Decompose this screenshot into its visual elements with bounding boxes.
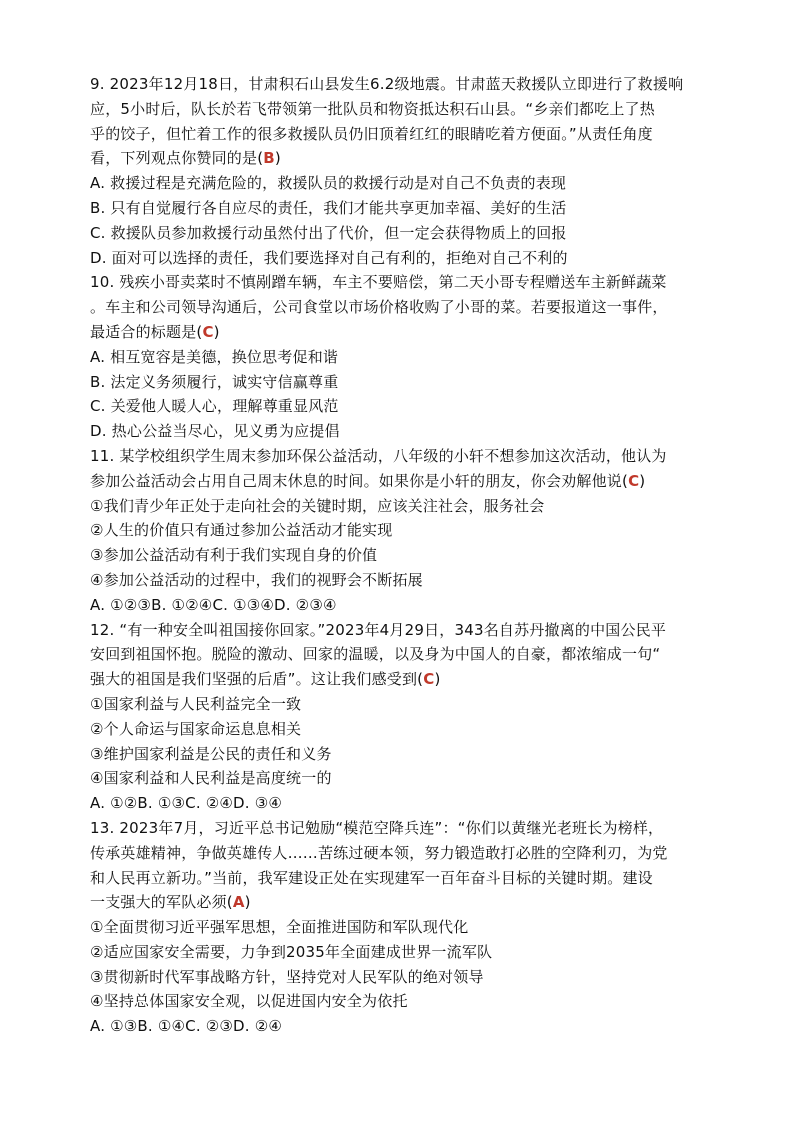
question-stem-text: 看，下列观点你赞同的是( (90, 149, 264, 168)
question-10 (90, 270, 712, 444)
question-stem-line: 13. 2023年7月，习近平总书记勉励“模范空降兵连”：“你们以黄继光老班长为榜样， (90, 818, 664, 837)
answer-close-paren: ) (434, 670, 441, 689)
question-stem-last-line (90, 320, 712, 345)
statement-1: ①国家利益与人民利益完全一致 (90, 694, 302, 713)
question-9 (90, 72, 712, 270)
question-stem-line: 应，5小时后，队长於若飞带领第一批队员和物资抵达积石山县。“乡亲们都吃上了热 (90, 99, 655, 118)
answer-close-paren: ) (639, 471, 646, 490)
statement-1: ①全面贯彻习近平强军思想，全面推进国防和军队现代化 (90, 918, 469, 937)
statement-3: ③参加公益活动有利于我们实现自身的价值 (90, 546, 378, 565)
statement-2: ②适应国家安全需要，力争到2035年全面建成世界一流军队 (90, 942, 493, 961)
answer-close-paren: ) (274, 149, 281, 168)
question-stem-line: 乎的饺子，但忙着工作的很多救援队员仍旧顶着红红的眼睛吃着方便面。”从责任角度 (90, 124, 653, 143)
statement-4: ④坚持总体国家安全观，以促进国内安全为依托 (90, 992, 408, 1011)
statement-4: ④参加公益活动的过程中，我们的视野会不断拓展 (90, 570, 423, 589)
answer-mark: C (423, 670, 435, 689)
question-stem-line: 9. 2023年12月18日，甘肃积石山县发生6.2级地震。甘肃蓝天救援队立即进行了救援响 (90, 75, 684, 93)
statement-2: ②个人命运与国家命运息息相关 (90, 719, 302, 738)
option-a: A. 相互宽容是美德，换位思考促和谐 (90, 347, 339, 366)
answer-mark: C (202, 322, 214, 341)
question-11 (90, 444, 712, 618)
choice-options: A. ①②B. ①③C. ②④D. ③④ (90, 794, 283, 813)
question-stem-last-line (90, 890, 712, 915)
question-stem-last-line (90, 146, 712, 171)
answer-mark: C (628, 471, 640, 490)
option-c: C. 关爱他人暖人心，理解尊重显风范 (90, 397, 339, 416)
answer-mark: A (232, 893, 245, 912)
question-stem-line: 11. 某学校组织学生周末参加环保公益活动，八年级的小轩不想参加这次活动，他认为 (90, 446, 667, 465)
question-stem-line: 安回到祖国怀抱。脱险的激动、回家的温暖，以及身为中国人的自豪，都浓缩成一句“ (90, 645, 661, 664)
statement-1: ①我们青少年正处于走向社会的关键时期，应该关注社会，服务社会 (90, 496, 545, 515)
question-13 (90, 816, 712, 1039)
question-stem-line: 传承英雄精神，争做英雄传人……苦练过硬本领，努力锻造敢打必胜的空降利刃，为党 (90, 843, 668, 862)
answer-close-paren: ) (244, 893, 251, 912)
statement-3: ③维护国家利益是公民的责任和义务 (90, 744, 332, 763)
question-stem-text: 参加公益活动会占用自己周末休息的时间。如果你是小轩的朋友，你会劝解他说( (90, 471, 629, 490)
question-stem-line: 10. 残疾小哥卖菜时不慎剐蹭车辆，车主不要赔偿，第二天小哥专程赠送车主新鲜蔬菜 (90, 273, 667, 292)
answer-close-paren: ) (213, 322, 220, 341)
option-a: A. 救援过程是充满危险的，救援队员的救援行动是对自己不负责的表现 (90, 174, 567, 193)
statement-2: ②人生的价值只有通过参加公益活动才能实现 (90, 521, 393, 540)
question-stem-line: 和人民再立新功。”当前，我军建设正处在实现建军一百年奋斗目标的关键时期。建设 (90, 868, 653, 887)
question-stem-text: 一支强大的军队必须( (90, 893, 233, 912)
question-stem-last-line (90, 469, 712, 494)
question-sheet (90, 72, 712, 1039)
question-stem-text: 强大的祖国是我们坚强的后盾”。这让我们感受到( (90, 670, 424, 689)
option-d: D. 热心公益当尽心，见义勇为应提倡 (90, 422, 340, 441)
answer-mark: B (263, 149, 275, 168)
option-b: B. 法定义务须履行，诚实守信赢尊重 (90, 372, 339, 391)
option-b: B. 只有自觉履行各自应尽的责任，我们才能共享更加幸福、美好的生活 (90, 198, 567, 217)
question-stem-text: 最适合的标题是( (90, 322, 203, 341)
question-12 (90, 618, 712, 816)
statement-4: ④国家利益和人民利益是高度统一的 (90, 769, 332, 788)
question-stem-line: 12. “有一种安全叫祖国接你回家。”2023年4月29日，343名自苏丹撤离的中国公民平 (90, 620, 667, 639)
question-stem-last-line (90, 667, 712, 692)
question-stem-line: 。车主和公司领导沟通后，公司食堂以市场价格收购了小哥的菜。若要报道这一事件， (90, 298, 668, 317)
statement-3: ③贯彻新时代军事战略方针，坚持党对人民军队的绝对领导 (90, 967, 484, 986)
option-d: D. 面对可以选择的责任，我们要选择对自己有利的，拒绝对自己不利的 (90, 248, 568, 267)
choice-options: A. ①③B. ①④C. ②③D. ②④ (90, 1017, 283, 1036)
choice-options: A. ①②③B. ①②④C. ①③④D. ②③④ (90, 595, 337, 614)
option-c: C. 救援队员参加救援行动虽然付出了代价，但一定会获得物质上的回报 (90, 223, 567, 242)
